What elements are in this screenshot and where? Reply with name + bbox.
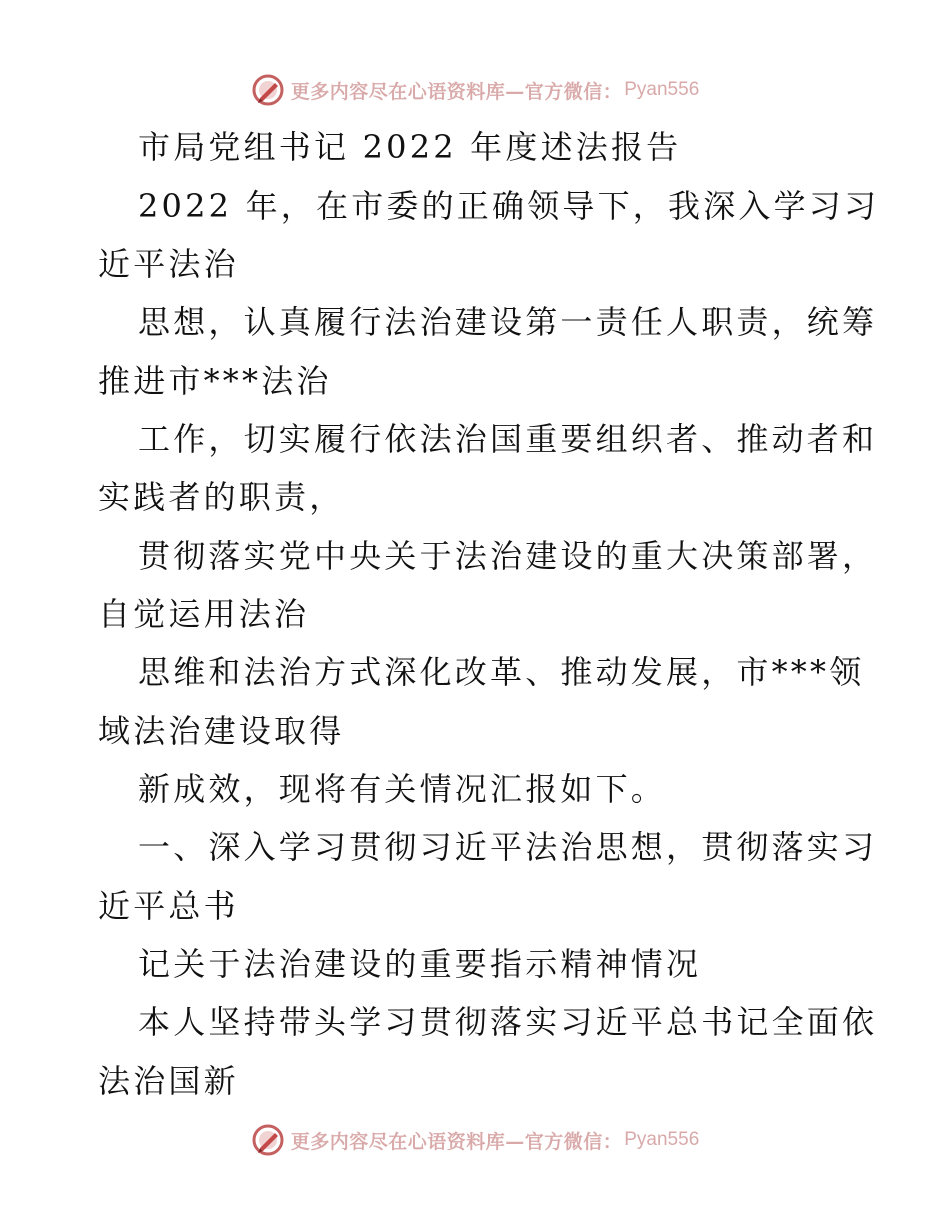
paragraph-line: 工作，切实履行依法治国重要组织者、推动者和: [138, 420, 878, 458]
section-heading: 一、深入学习贯彻习近平法治思想，贯彻落实习: [138, 828, 878, 866]
document-title: 市局党组书记 2022 年度述法报告: [138, 128, 682, 166]
paragraph-line: 推进市***法治: [98, 362, 332, 400]
watermark-wechat-id: Pyan556: [624, 79, 700, 100]
paragraph-line: 本人坚持带头学习贯彻落实习近平总书记全面依: [138, 1003, 878, 1041]
pen-logo-icon: [251, 1123, 285, 1157]
paragraph-line: 实践者的职责，: [98, 478, 345, 516]
watermark-text: 更多内容尽在心语资料库—官方微信：: [290, 80, 623, 103]
watermark-wechat-id: Pyan556: [624, 1129, 700, 1150]
section-heading: 近平总书: [98, 887, 239, 925]
paragraph-line: 法治国新: [98, 1062, 239, 1100]
paragraph-line: 思维和法治方式深化改革、推动发展，市***领: [138, 653, 865, 691]
paragraph-line: 域法治建设取得: [98, 712, 345, 750]
section-heading: 记关于法治建设的重要指示精神情况: [138, 945, 702, 983]
footer-watermark: [0, 1120, 950, 1160]
paragraph-line: 思想，认真履行法治建设第一责任人职责，统筹: [138, 303, 878, 341]
paragraph-line: 新成效，现将有关情况汇报如下。: [138, 770, 667, 808]
watermark-text: 更多内容尽在心语资料库—官方微信：: [290, 1130, 623, 1153]
paragraph-line: 2022 年，在市委的正确领导下，我深入学习习: [138, 187, 880, 225]
paragraph-line: 自觉运用法治: [98, 595, 310, 633]
paragraph-line: 近平法治: [98, 245, 239, 283]
paragraph-line: 贯彻落实党中央关于法治建设的重大决策部署，: [138, 537, 878, 575]
